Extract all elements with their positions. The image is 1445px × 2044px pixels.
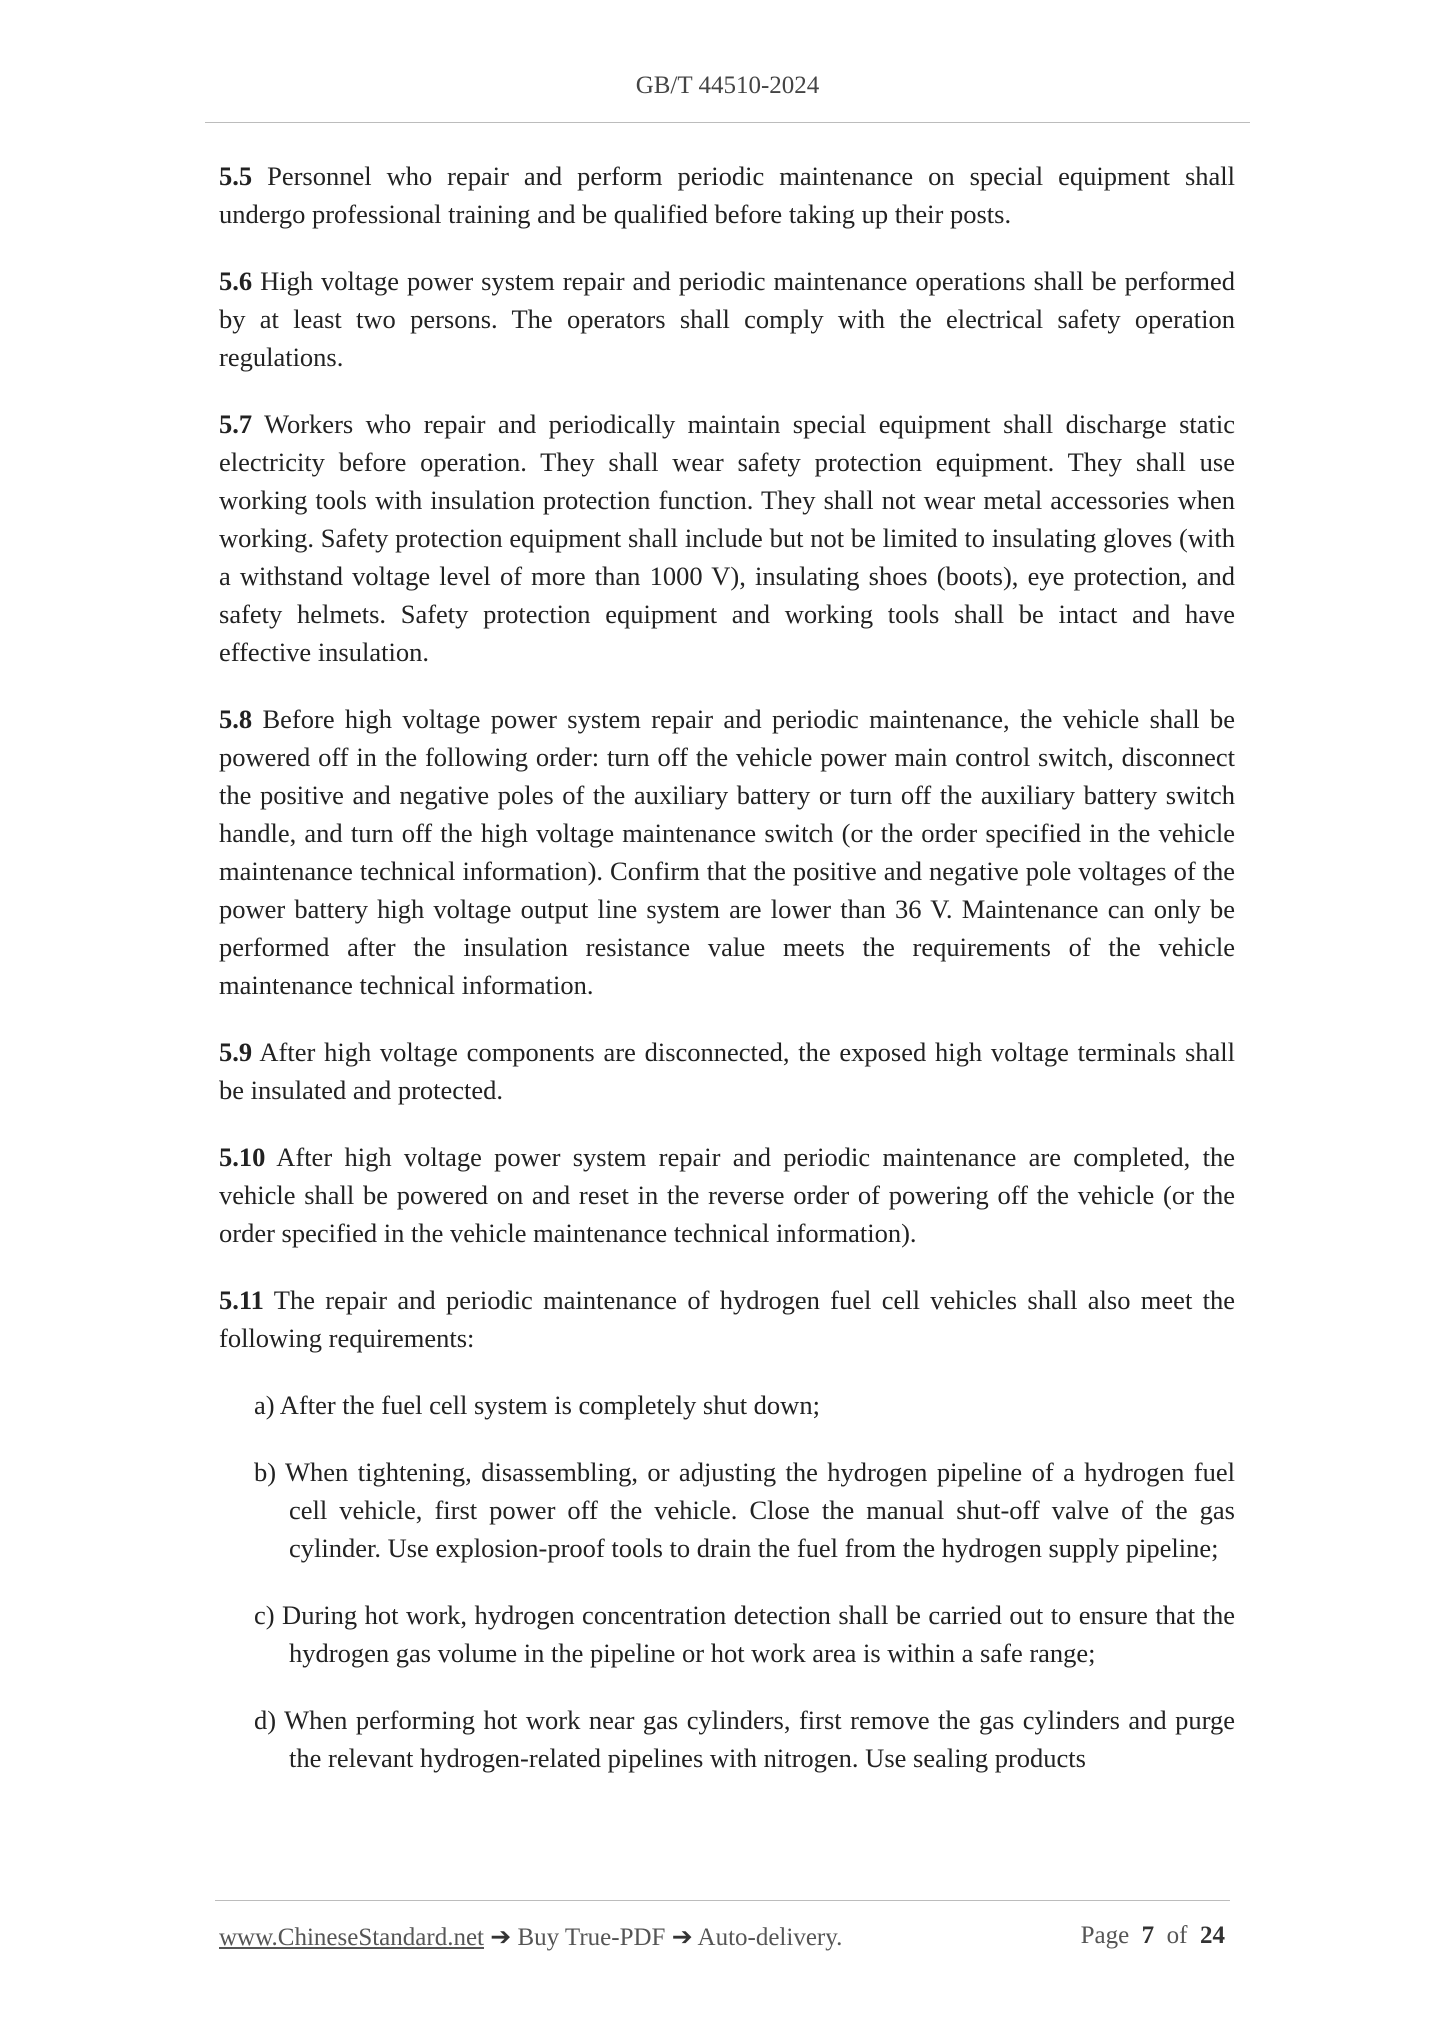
- clause-number: 5.11: [219, 1285, 264, 1315]
- clause-5-11: [219, 1281, 1235, 1357]
- clause-5-5: [219, 157, 1235, 233]
- document-id-header: GB/T 44510-2024: [635, 72, 820, 99]
- clause-5-8: [219, 700, 1235, 1004]
- clause-number: 5.9: [219, 1037, 253, 1067]
- clause-5-7: [219, 405, 1235, 671]
- auto-delivery-text: Auto-delivery.: [697, 1924, 843, 1951]
- page-label: Page: [1080, 1922, 1130, 1949]
- clause-text: Personnel who repair and perform periodic maintenance on special equipment shall undergo professional training and be qualified before taking up their posts.: [219, 161, 1235, 229]
- clause-text: The repair and periodic maintenance of hydrogen fuel cell vehicles shall also meet the following requirements:: [219, 1285, 1236, 1353]
- footer-promo: [219, 1922, 842, 1952]
- clause-text: Before high voltage power system repair and periodic maintenance, the vehicle shall be powered off in the following order: turn off the vehicle power main control switch, disconnect the positive and negative poles of the auxiliary battery or turn off the auxiliary battery switch handle, and turn off the high voltage maintenance switch (or the order specified in the vehicle maintenance technical information). Confirm that the positive and negative pole voltages of the power battery high voltage output line system are lower than 36 V. Maintenance can only be performed after the insulation resistance value meets the requirements of the vehicle maintenance technical information.: [219, 704, 1236, 1000]
- document-body: [219, 157, 1235, 1777]
- clause-5-6: [219, 262, 1235, 376]
- clause-5-9: [219, 1033, 1235, 1109]
- clause-5-10: [219, 1138, 1235, 1252]
- arrow-right-icon: ➔: [671, 1924, 693, 1951]
- clause-number: 5.7: [219, 409, 253, 439]
- clause-text: Workers who repair and periodically maintain special equipment shall discharge static electricity before operation. They shall wear safety protection equipment. They shall use working tools with insulation protection function. They shall not wear metal accessories when working. Safety protection equipment shall include but not be limited to insulating gloves (with a withstand voltage level of more than 1000 V), insulating shoes (boots), eye protection, and safety helmets. Safety protection equipment and working tools shall be intact and have effective insulation.: [219, 409, 1235, 667]
- page-indicator: [1081, 1922, 1225, 1950]
- header-divider: [205, 122, 1250, 123]
- clause-text: After high voltage power system repair and periodic maintenance are completed, the vehicle shall be powered on and reset in the reverse order of powering off the vehicle (or the order specified in the vehicle maintenance technical information).: [219, 1142, 1235, 1248]
- buy-pdf-text: Buy True-PDF: [517, 1924, 666, 1951]
- clause-number: 5.10: [219, 1142, 266, 1172]
- list-item-c: c) During hot work, hydrogen concentration detection shall be carried out to ensure that the hydrogen gas volume in the pipeline or hot work area is within a safe range;: [254, 1600, 1235, 1668]
- clause-number: 5.8: [219, 704, 253, 734]
- clause-number: 5.6: [219, 266, 253, 296]
- arrow-right-icon: ➔: [490, 1924, 512, 1951]
- total-pages-number: 24: [1200, 1922, 1225, 1949]
- clause-text: After high voltage components are disconnected, the exposed high voltage terminals shall be insulated and protected.: [219, 1037, 1235, 1105]
- list-item-d: d) When performing hot work near gas cylinders, first remove the gas cylinders and purge the relevant hydrogen-related pipelines with nitrogen. Use sealing products: [254, 1705, 1235, 1773]
- footer-divider: [215, 1900, 1230, 1901]
- of-label: of: [1166, 1922, 1188, 1949]
- clause-number: 5.5: [219, 161, 253, 191]
- list-item-a: a) After the fuel cell system is completely shut down;: [254, 1390, 820, 1420]
- website-link[interactable]: www.ChineseStandard.net: [219, 1924, 484, 1951]
- clause-text: High voltage power system repair and periodic maintenance operations shall be performed by at least two persons. The operators shall comply with the electrical safety operation regulations.: [219, 266, 1236, 372]
- current-page-number: 7: [1141, 1922, 1155, 1949]
- list-item-b: b) When tightening, disassembling, or adjusting the hydrogen pipeline of a hydrogen fuel cell vehicle, first power off the vehicle. Close the manual shut-off valve of the gas cylinder. Use explosion-proof tools to drain the fuel from the hydrogen supply pipeline;: [254, 1457, 1235, 1563]
